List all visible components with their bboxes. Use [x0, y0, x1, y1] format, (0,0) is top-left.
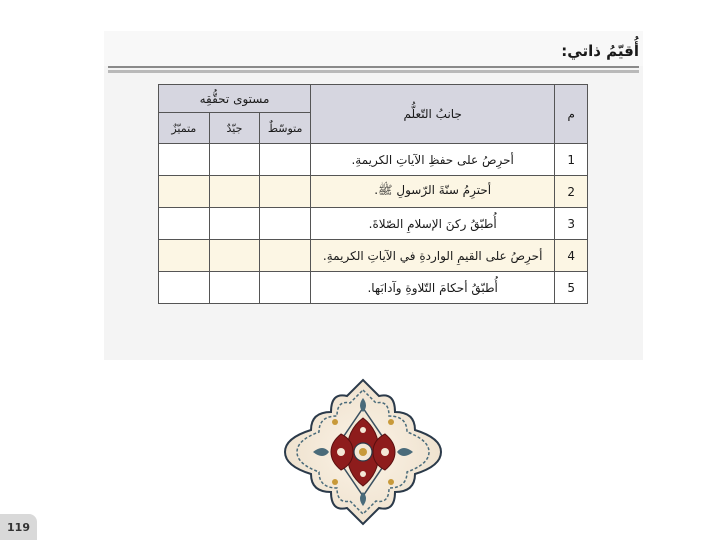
panel-header — [104, 31, 643, 66]
title-divider — [108, 66, 639, 68]
rating-cell-good[interactable] — [209, 208, 260, 240]
header-level-good: جيّدٌ — [209, 113, 260, 144]
header-level-excellent: متميّزٌ — [159, 113, 210, 144]
rating-cell-excellent[interactable] — [159, 176, 210, 208]
title-divider-secondary — [108, 70, 639, 73]
rating-cell-good[interactable] — [209, 240, 260, 272]
header-level: مستوى تحقُّقِه — [159, 85, 311, 113]
table-row — [159, 208, 588, 240]
rating-cell-excellent[interactable] — [159, 272, 210, 304]
arabesque-ornament-icon — [283, 378, 443, 526]
row-statement: أحرِصُ على القيمِ الواردةِ في الآياتِ الكريمةِ. — [311, 240, 555, 272]
table-row — [159, 176, 588, 208]
row-statement: أحرِصُ على حفظِ الآياتِ الكريمةِ. — [311, 144, 555, 176]
row-statement: أُطبّقُ ركنَ الإسلامِ الصّلاةَ. — [311, 208, 555, 240]
row-number: 4 — [555, 240, 588, 272]
rating-cell-average[interactable] — [260, 176, 311, 208]
row-statement: أُطبّقُ أحكامَ التّلاوةِ وآدابَها. — [311, 272, 555, 304]
header-aspect: جانبُ التّعلُّم — [311, 85, 555, 144]
section-title: أُقيّمُ ذاتي: — [561, 42, 639, 60]
header-level-average: متوسّطٌ — [260, 113, 311, 144]
header-index: م — [555, 85, 588, 144]
self-assessment-table — [158, 84, 588, 304]
rating-cell-good[interactable] — [209, 144, 260, 176]
row-number: 5 — [555, 272, 588, 304]
page-number: 119 — [0, 514, 37, 540]
rating-cell-average[interactable] — [260, 272, 311, 304]
rating-cell-excellent[interactable] — [159, 208, 210, 240]
rating-cell-average[interactable] — [260, 208, 311, 240]
rating-cell-average[interactable] — [260, 144, 311, 176]
row-number: 2 — [555, 176, 588, 208]
rating-cell-good[interactable] — [209, 176, 260, 208]
table-row — [159, 144, 588, 176]
rating-cell-average[interactable] — [260, 240, 311, 272]
row-number: 3 — [555, 208, 588, 240]
row-number: 1 — [555, 144, 588, 176]
rating-cell-good[interactable] — [209, 272, 260, 304]
table-row — [159, 272, 588, 304]
rating-cell-excellent[interactable] — [159, 240, 210, 272]
rating-cell-excellent[interactable] — [159, 144, 210, 176]
table-row — [159, 240, 588, 272]
row-statement: أحترِمُ سنّةَ الرّسولِ ﷺ. — [311, 176, 555, 208]
